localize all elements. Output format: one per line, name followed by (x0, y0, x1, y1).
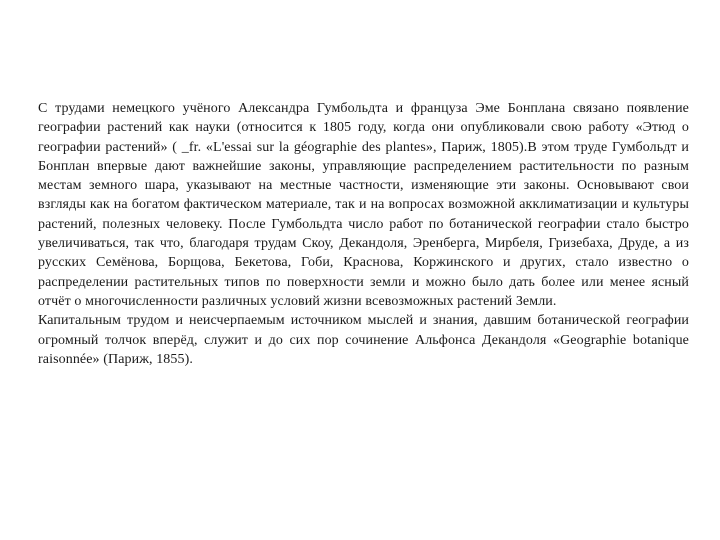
paragraph-decandolle-work: Капитальным трудом и неисчерпаемым источником мыслей и знания, давшим ботанической географии огромный толчок вперёд, служит и до сих пор сочинение Альфонса Декандоля «Geographie botanique raisonnée» (Париж, 1855). (38, 313, 689, 367)
paragraph-history-of-plant-geography: С трудами немецкого учёного Александра Гумбольдта и француза Эме Бонплана связано появление географии растений как науки (относится к 1805 году, когда они опубликовали свою работу «Этюд о географии растений» ( _fr. «L'essai sur la géographie des plantes», Париж, 1805).В этом труде Гумбольдт и Бонплан впервые дают важнейшие законы, управляющие распределением растительности по разным местам земного шара, указывают на местные частности, изменяющие эти законы. Основывают свои взгляды как на богатом фактическом материале, так и на вопросах возможной акклиматизации и культуры растений, полезных человеку. После Гумбольдта число работ по ботанической географии стало быстро увеличиваться, так что, благодаря трудам Скоу, Декандоля, Эренберга, Мирбеля, Гризебаха, Друде, а из русских Семёнова, Борщова, Бекетова, Гоби, Краснова, Коржинского и других, стало известно о распределении растительных типов по поверхности земли и можно было дать более или менее ясный отчёт о многочисленности различных условий жизни всевозможных растений Земли. (38, 101, 689, 309)
document-body (38, 99, 689, 369)
